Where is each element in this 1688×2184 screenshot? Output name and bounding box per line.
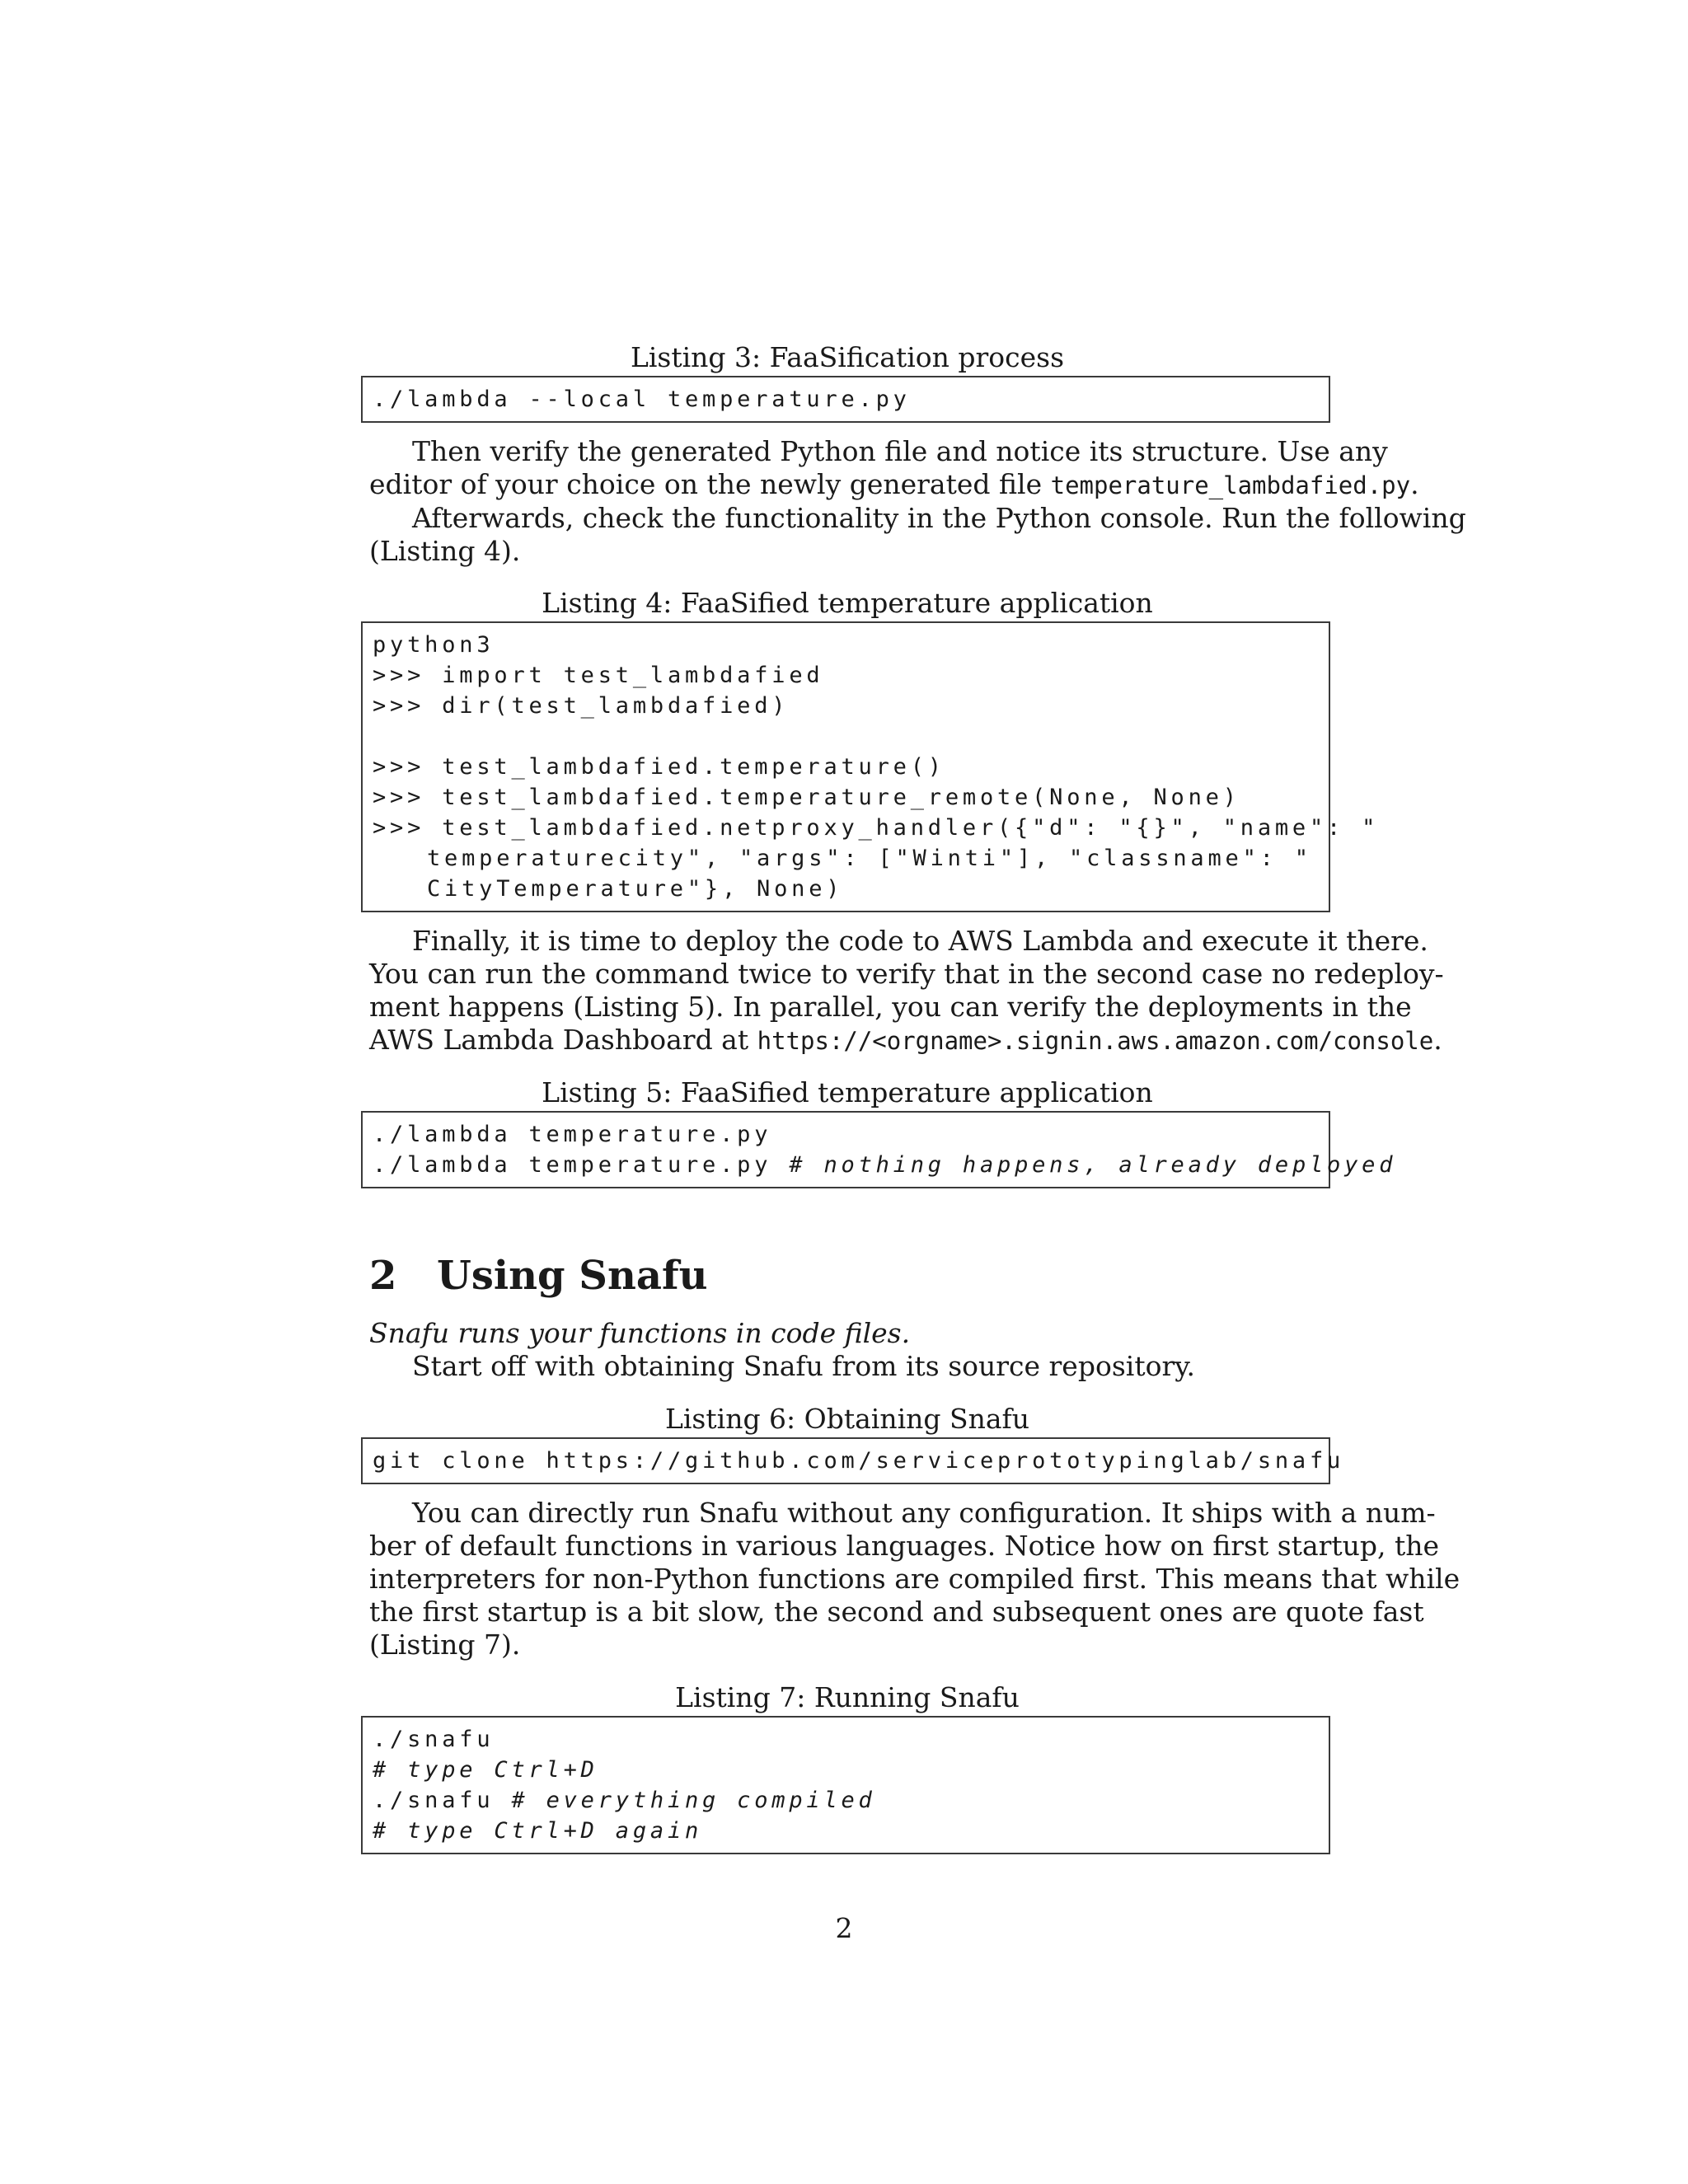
paragraph-line: Then verify the generated Python file and notice its structure. Use any bbox=[412, 435, 1388, 467]
paragraph-line: ment happens (Listing 5). In parallel, you can verify the deployments in the bbox=[369, 991, 1412, 1023]
paragraph-line: (Listing 4). bbox=[369, 535, 521, 567]
paragraph-line: ber of default functions in various languages. Notice how on first startup, the bbox=[369, 1530, 1440, 1562]
paragraph-line: (Listing 7). bbox=[369, 1629, 521, 1661]
code-line: CityTemperature"}, None) bbox=[427, 876, 844, 902]
listing-7-code-block bbox=[361, 1716, 1330, 1854]
listing-5-code-block bbox=[361, 1111, 1397, 1188]
code-text: ./lambda temperature.py bbox=[373, 1122, 772, 1147]
text-segment: editor of your choice on the newly generated file bbox=[369, 468, 1051, 500]
code-line: temperaturecity", "args": ["Winti"], "classname": " bbox=[427, 846, 1312, 871]
paragraph-line: Finally, it is time to deploy the code to AWS Lambda and execute it there. bbox=[412, 925, 1428, 957]
filename-inline-code: temperature_lambdafied.py bbox=[1050, 471, 1411, 499]
italic-summary: Snafu runs your functions in code files. bbox=[369, 1317, 911, 1349]
text-segment: AWS Lambda Dashboard at bbox=[369, 1024, 757, 1056]
code-text: ./snafu bbox=[373, 1727, 495, 1752]
code-line bbox=[373, 1724, 1317, 1755]
listing-3-caption: Listing 3: FaaSification process bbox=[630, 341, 1065, 373]
page-number: 2 bbox=[835, 1912, 853, 1944]
code-comment: # nothing happens, already deployed bbox=[789, 1152, 1397, 1178]
listing-6-caption: Listing 6: Obtaining Snafu bbox=[664, 1403, 1030, 1435]
code-comment: # type Ctrl+D again bbox=[373, 1818, 703, 1844]
code-line: git clone https://github.com/serviceprototypinglab/snafu bbox=[373, 1448, 1345, 1474]
code-text: ./lambda temperature.py bbox=[373, 1152, 790, 1178]
code-line bbox=[373, 1785, 1317, 1816]
code-comment: # type Ctrl+D bbox=[373, 1757, 598, 1783]
listing-4-caption: Listing 4: FaaSified temperature application bbox=[542, 587, 1153, 619]
listing-7-caption: Listing 7: Running Snafu bbox=[675, 1681, 1020, 1713]
code-line: >>> test_lambdafied.netproxy_handler({"d": "{}", "name": " bbox=[373, 815, 1380, 841]
code-line: >>> test_lambdafied.temperature() bbox=[373, 754, 945, 780]
code-line bbox=[373, 1150, 1397, 1180]
code-text: ./snafu bbox=[373, 1788, 512, 1813]
paragraph-line: You can run the command twice to verify that in the second case no redeploy- bbox=[369, 958, 1444, 990]
paragraph-line: interpreters for non-Python functions are compiled first. This means that while bbox=[369, 1563, 1461, 1595]
code-line: >>> import test_lambdafied bbox=[373, 663, 824, 688]
paragraph-line: Start off with obtaining Snafu from its source repository. bbox=[412, 1350, 1195, 1382]
listing-4-code-block bbox=[361, 621, 1380, 912]
code-comment: # everything compiled bbox=[511, 1788, 876, 1813]
paragraph-line bbox=[369, 468, 1419, 502]
paragraph-line: You can directly run Snafu without any configuration. It ships with a num- bbox=[412, 1497, 1436, 1529]
code-line: >>> dir(test_lambdafied) bbox=[373, 693, 790, 719]
text-segment: . bbox=[1433, 1024, 1442, 1056]
paragraph-snafu-intro bbox=[369, 1317, 1322, 1383]
code-line bbox=[373, 1816, 1317, 1846]
code-line bbox=[373, 1119, 1317, 1150]
code-line: python3 bbox=[373, 632, 495, 658]
section-title: Using Snafu bbox=[437, 1253, 708, 1299]
code-text: ./lambda --local temperature.py bbox=[373, 387, 911, 412]
code-line bbox=[373, 384, 1317, 415]
paragraph-run-snafu bbox=[369, 1497, 1461, 1661]
section-heading bbox=[369, 1253, 708, 1299]
section-number: 2 bbox=[369, 1253, 397, 1299]
paragraph-line: Afterwards, check the functionality in the Python console. Run the following bbox=[412, 502, 1466, 534]
paragraph-line bbox=[369, 1024, 1442, 1057]
code-line bbox=[373, 1755, 1317, 1785]
listing-3-code-block bbox=[361, 376, 1330, 423]
code-line: >>> test_lambdafied.temperature_remote(None, None) bbox=[373, 785, 1240, 810]
listing-6-code-block bbox=[361, 1437, 1345, 1484]
dashboard-url: https://<orgname>.signin.aws.amazon.com/console bbox=[757, 1027, 1434, 1055]
text-segment: . bbox=[1410, 468, 1419, 500]
paragraph-line: the first startup is a bit slow, the second and subsequent ones are quote fast bbox=[369, 1596, 1424, 1628]
listing-5-caption: Listing 5: FaaSified temperature application bbox=[542, 1076, 1153, 1108]
paragraph-deploy bbox=[369, 925, 1444, 1057]
paragraph-verify bbox=[369, 435, 1466, 568]
code-line bbox=[373, 721, 1317, 752]
